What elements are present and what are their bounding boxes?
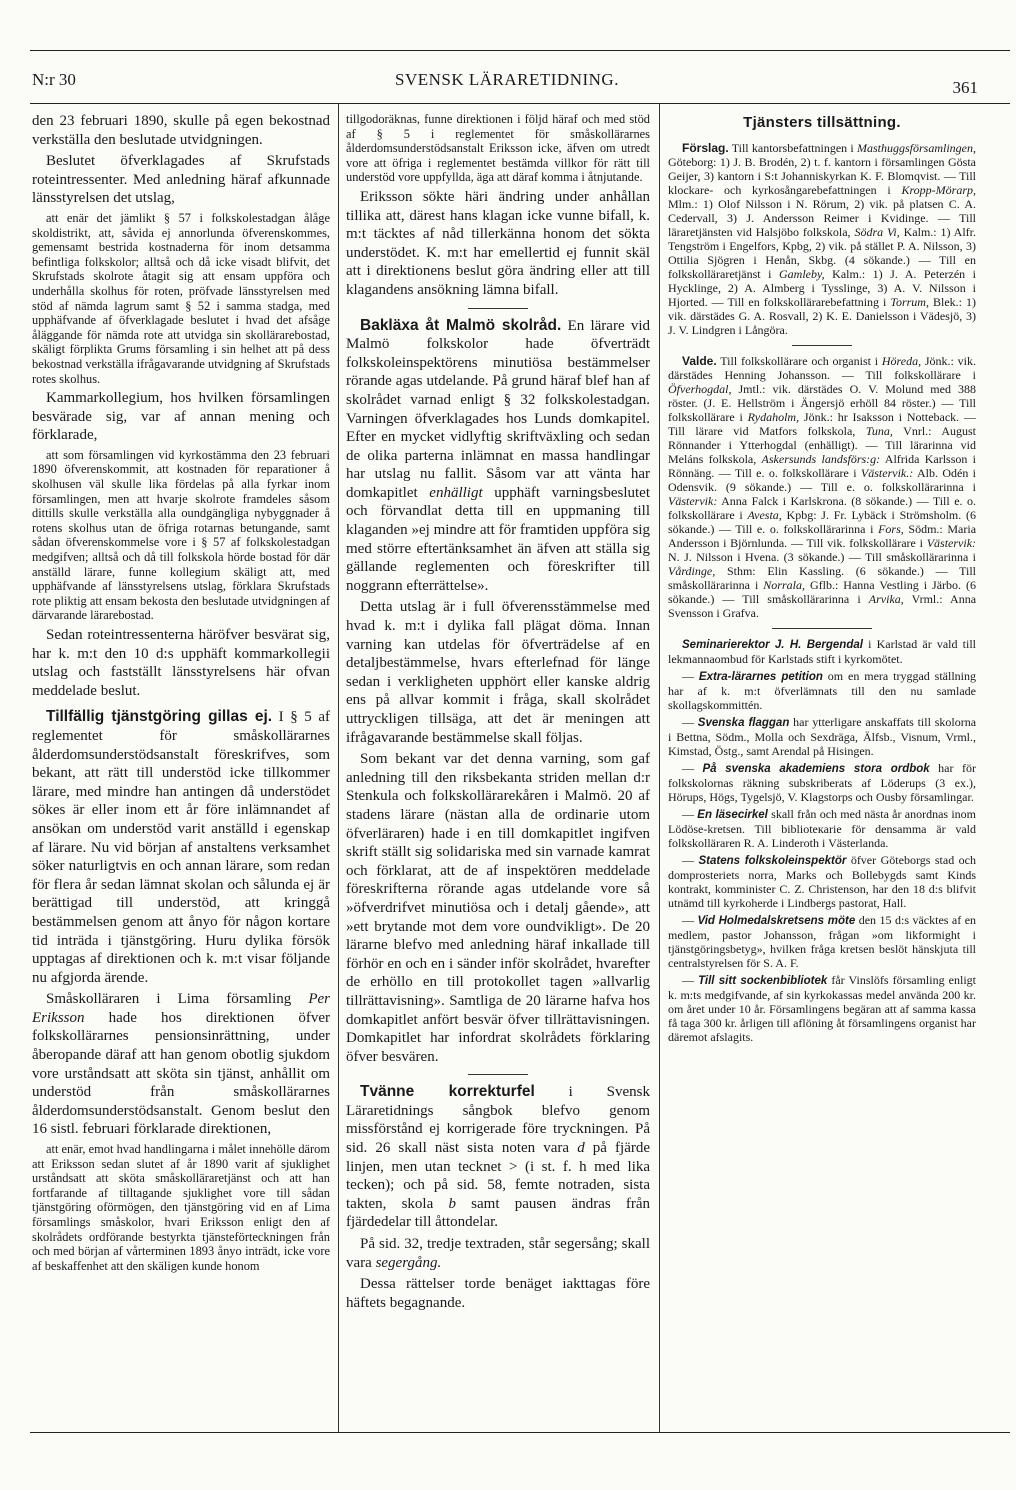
place-name: Höreda, <box>881 354 922 368</box>
text-run: i Svensk Läraretidnings sångbok blefvo genom missförstånd ej korrigerade före tryckningen. På sid. 26 skall näst sista noten vara <box>346 1084 650 1157</box>
text-run: får Vinslöfs församling enligt k. m:ts medgifvande, af sin kyrkokassas medel använda 200 kr. om året under 10 år. Församlingens begäran att af samma kassa få taga 300 kr. årligen till aflöning åt församlingens organist har däremot afslagits. <box>668 973 976 1044</box>
news-item: — Statens folkskoleinspektör öfver Göteborgs stad och domprosteriets norra, Marks och Bollebygds samt Kinds kontrakt, komminister C. Z. Christenson, har den 18 d:s blifvit utnämd till kyrkoherde i Lindbergs pastorat, Hall. <box>668 853 976 910</box>
news-item: — Till sitt sockenbibliotek får Vinslöfs församling enligt k. m:ts medgifvande, af sin kyrkokassas medel använda 200 kr. om året under 10 år. Församlingens begäran att af samma kassa få taga 300 kr. årligen till aflöning åt församlingens organist har däremot afslagits. <box>668 973 976 1044</box>
place-name: Södra Vi, <box>854 225 900 239</box>
note-letter: d <box>577 1140 585 1157</box>
news-item: — Vid Holmedalskretsens möte den 15 d:s väcktes af en medlem, pastor Johansson, frågan »om likformight i tjänstgöringsbetyg», hvilken fråga kretsen beslöt hänskjuta till centralstyrelsen för S. A. F. <box>668 913 976 970</box>
column-2 <box>346 112 650 1428</box>
text-run: Till kantorsbefattningen i <box>731 141 854 155</box>
quoted-ruling: tillgodoräknas, funne direktionen i följd häraf och med stöd af § 5 i reglementet för småskollärarnes ålderdomsunderstödsanstalt Eriksson icke, äfven om utredt vore att öfriga i reglementet bestämda villkor för rätt till understöd vore uppfyllda, äga att däraf komma i åtnjutande. <box>346 112 650 185</box>
news-lead: Statens folkskoleinspektör <box>698 855 847 867</box>
text-run: — Till läraretjänsten vid Halsjöbo folkskola, <box>668 211 976 239</box>
text-run: har ytterligare anskaffats till skolorna i Bettna, Södm., Molla och Sexdräga, Älfsb., Visnum, Vrml., Kimstad, Östg., samt Arendal på Hisingen. <box>668 715 976 758</box>
section-rule <box>792 345 852 346</box>
place-name: Avesta, <box>747 508 782 522</box>
text-run: — Till småskollärarinna i <box>668 564 976 592</box>
text-run: Göteborg: 1) J. B. Brodén, 2) t. f. kantorn i församlingen Gösta Geijer, 3) kantorn i S:t Johanniskyrkan K. F. Blomqvist. <box>668 155 976 183</box>
paragraph: Beslutet öfverklagades af Skrufstads roteintressenter. Med anledning häraf afkunnade länsstyrelsen det utslag, <box>32 153 330 207</box>
text-run: på fjärde linjen, men utan tecknet <box>346 1140 650 1175</box>
quoted-ruling: att som församlingen vid kyrkostämma den 23 februari 1890 öfverenskommit, att kostnaden för reparationer å skolhusen väl skulle lika fördelas på alla fyrkar inom församlingen, men att hvarje skolrote framdeles såsom dittills skulle verkställa alla oundgängliga nybyggnader å rotens skolhus utan de öfriga rotarnas betungande, samt sådan öfverenskommelse vore i § 57 af folkskolestadgan medgifven; alltså och då till folkskola hörde bostad för där anställd lärare, funne kollegium skäligt att, med upphäfvande af länsstyrelsens utslag, förklara Skrufstads rote pliktig att ensam bekosta den beslutade utvidgningen af därvarande lärarebostad. <box>32 447 330 623</box>
paragraph: Kammarkollegium, hos hvilken församlingen besvärade sig, var af annan mening och förklarade, <box>32 390 330 444</box>
publication-title: SVENSK LÄRARETIDNING. <box>395 70 619 89</box>
news-item: — Extra-lärarnes petition om en mera tryggad ställning har af k. m:t öfverlämnats till den nu samlade skollagskommittén. <box>668 669 976 712</box>
place-name: Masthuggsförsamlingen, <box>857 141 976 155</box>
paragraph: Eriksson sökte häri ändring under anhållan tillika att, därest hans klagan icke vunne bifall, k. m:t täcktes af nåd tillerkänna honom det sökta understödet. K. m:t har emellertid ej funnit skäl att i direktionens beslut göra ändring eller att till klagandens ansökning lämna bifall. <box>346 188 650 298</box>
news-item <box>668 637 976 666</box>
text-run: En lärare vid Malmö folkskolor hade öfverträdt folkskoleinspektörens minutiösa bestämmelser rörande agas utdelande. På grund häraf blef han af skolrådet varnad enligt § 32 folkskolestadgan. Varningen öfverklagades hos Lunds domkapitel. Efter en mycket vidlyftig skriftväxling och sedan de olika parterna inlämnat en massa handlingar har utslag nu fallit. Såsom var att vänta har domkapitlet <box>346 317 650 501</box>
text-run: Vrml.: Anna Svensson i Grafva. <box>668 592 976 620</box>
place-name: Västervik.: <box>860 466 914 480</box>
text-run: segergång. <box>375 1254 442 1271</box>
news-lead: På svenska akademiens stora ordbok <box>702 763 930 775</box>
place-name: Öfverhogdal, <box>668 382 732 396</box>
text-run: Blek.: 1) vik. därstädes G. A. Rosvall, 2) K. E. Danielsson i Vädesjö, 3) J. V. Lindgren i Långöra. <box>668 295 976 337</box>
text-run: Alfrida Karlsson i Rönnäng. <box>668 452 976 480</box>
text-run: Vnrl.: August Rönnander i Ytterhogdal (enhälligt). <box>668 424 976 452</box>
text-run: — Till lärarinna vid Meláns folkskola, <box>668 438 976 466</box>
paragraph: den 23 februari 1890, skulle på egen bekostnad verkställa den beslutade utvidgningen. <box>32 113 330 148</box>
article-heading: Bakläxa åt Malmö skolråd. <box>360 316 562 334</box>
text-run: om en mera tryggad ställning har af k. m:t öfverlämnats till den nu samlade skollagskommittén. <box>668 669 976 712</box>
article <box>346 317 650 596</box>
paragraph <box>32 990 330 1139</box>
news-lead: Vid Holmedalskretsens möte <box>697 915 856 927</box>
text-run: Kpbg: J. Fr. Lybäck i Strömsholm. (6 sökande.) <box>668 508 976 536</box>
place-name: Vårdinge, <box>668 564 716 578</box>
text-run: den 15 d:s väcktes af en medlem, pastor Johansson, frågan »om likformight i tjänstgöringsbetyg», hvilken fråga kretsen beslöt hänskjuta till centralstyrelsen för S. A. F. <box>668 913 976 970</box>
text-run: På sid. 32, tredje textraden, står segersång; skall vara <box>346 1236 650 1271</box>
paragraph: Detta utslag är i full öfverensstämmelse med hvad k. m:t i dylika fall plägat döma. Innan varning kan utdelas för öfverträdelse af en detaljbestämmelse, hvars efterlefnad för länge sedan i verkligheten upphört eller kanske aldrig ens på allvar kommit i fråga, skall skolrådet uttryckligen tillsäga, att det är meningen att ifrågavarande bestämmelse skall följas. <box>346 599 650 746</box>
article-heading: Tvänne korrekturfel <box>360 1083 535 1101</box>
text-run: skall från och med nästa år anordnas inom Lödöse-kretsen. Till biblioteкarie för densamma är vald folkskolläraren R. A. Linderoth i Västerlanda. <box>668 807 976 850</box>
text-run: öfver Göteborgs stad och domprosteriets norra, Marks och Bollebygds samt Kinds kontrakt, komminister C. Z. Christenson, har den 18 d:s blifvit utnämd till kyrkoherde i Lindbergs pastorat, Hall. <box>668 853 976 910</box>
place-name: Västervik: <box>926 536 976 550</box>
person-name: Per Eriksson <box>32 991 330 1026</box>
issue-number: N:r 30 <box>32 70 76 89</box>
text-run: N. J. Nilsson i Hvena. (3 sökande.) <box>668 550 845 564</box>
text-run: Småskolläraren i Lima församling <box>46 991 292 1008</box>
column-3 <box>668 112 976 1428</box>
place-name: Västervik: <box>668 494 718 508</box>
section-label: Förslag. <box>682 141 729 155</box>
article-text: I § 5 af reglementet för småskollärarnes ålderdomsunderstödsanstalt föreskrifves, som bekant, att rätt till understöd icke tillkommer lärare, med mindre han antingen då understödet sökes är eller inom ett år före inlämnandet af ansökan om understöd varit anställd i egenskap af lärare. Nu vid början af anstaltens verksamhet söker naturligtvis en och annan lärare, som redan för flera år sedan lämnat skolan och sålunda ej är berättigad till understöd, att kringgå bestämmelsen genom att ånyo för någon kortare tid inträda i tjänstgöring. Huru dylika försök upptagas af direktionen och k. m:t visar följande nu afgjorda ärende. <box>32 709 330 986</box>
text-run: Jönk.: vik. därstädes Henning Johansson. <box>668 354 976 382</box>
paragraph: Dessa rättelser torde benäget iakttagas före häftets begagnande. <box>346 1276 650 1311</box>
place-name: Tuna, <box>865 424 893 438</box>
quoted-ruling: att enär det jämlikt § 57 i folkskolestadgan ålåge skoldistrikt, att, såvida ej annorlunda öfverenskommes, gemensamt bestrida kostnaderna för inom detsamma befintliga folkskolor; alltså och då icke visadt blifvit, det Skrufstads skolrote åtagit sig att ensam uppföra och underhålla skolhus för roten, pröfvade länsstyrelsen med stöd af nämda lagrum samt § 52 i samma stadga, med upphäfvande af öfverklagade beslutet i hvad det afsåge åläggande för nämda rote att utvidga sin skollärarebostad, skäligt förplikta Grums församling i sin helhet att på dess bekostnad verkställa ifrågavarande utvidgning af Skrufstads rotes skolhus. <box>32 210 330 386</box>
top-rule <box>30 50 1010 51</box>
text-run: Gflb.: Hanna Vestling i Järbo. (6 sökande.) <box>668 578 976 606</box>
text-run: Kalm.: 1) J. A. Peterzén i Hycklinge, 2) A. Almberg i Tysslinge, 3) A. V. Nilsson i Hjorted. <box>668 267 976 309</box>
page-number: 361 <box>952 78 978 97</box>
column-1 <box>32 112 330 1428</box>
text-run: enhälligt <box>429 484 483 501</box>
quoted-ruling: att enär, emot hvad handlingarna i målet innehölle därom att Eriksson sedan slutet af år 1890 varit af sjuklighet urståndsatt att sköta småskolläraretjänst och att han fortfarande af tilltagande sjuklighet vore till sådan tjänstgöring oförmögen, den tjänstgöring vid en af Lima församlings småskolor, hvari Eriksson enligt den af skolrådets ordförande bestyrkta tjänsteförteckningen från och med början af vårterminen 1893 ånyo inträdt, icke vore af beskaffenhet att den skäligen kunde honom <box>32 1142 330 1273</box>
section-rule <box>468 308 528 309</box>
news-lead: Svenska flaggan <box>697 717 790 729</box>
text-run: — Till en folkskolläraretjänst i <box>668 253 976 281</box>
appointments-proposals <box>668 141 976 337</box>
text-run: har för folkskolornas räkning subskriberats af Löderups (3 ex.), Hörups, Högs, Tygelsjö, V. Klagstorps och Ousby församlingar. <box>668 761 976 804</box>
note-letter: b <box>448 1195 456 1212</box>
text-run: — Till småskollärarinna i <box>722 592 861 606</box>
article <box>346 1083 650 1232</box>
text-run: upphäft varningsbeslutet och förvandlat detta till en uppmaning till klaganden »ej mindre att för framtiden uppföra sig med större eftertänksamhet än äfven att ställa sig gällande reglementen och föreskrifter till noggrann efterrättelse». <box>346 484 650 594</box>
place-name: Kropp-Mörarp, <box>901 183 976 197</box>
text-run: — Till folkskollärare i <box>668 396 976 424</box>
section-rule <box>772 628 872 629</box>
paragraph <box>346 1235 650 1272</box>
article-heading: Tillfällig tjänstgöring gillas ej. <box>46 708 273 726</box>
text-run: Mlm.: 1) Olof Nilsson i N. Rörum, 2) vik. på platsen C. A. Cedervall, 3) J. Andersson Reimer i Kvidinge. <box>668 197 976 225</box>
news-lead: Seminarierektor J. H. Bergendal <box>682 639 863 651</box>
bottom-rule <box>30 1432 1010 1433</box>
section-rule <box>468 1074 528 1075</box>
paragraph: Som bekant var det denna varning, som gaf anledning till den riksbekanta striden mellan d:r Stenkula och folkskollärarekåren i Malmö. 20 af stadens lärare (nästan alla de ordinarie utom öfverläraren) hade i en till domkapitlet ingifven skrift ställt sig solidariska med sin varnade kamrat och förklarat, att de af inspektören meddelade föreskrifterna rörande agas utdelande vore så »öfverdrifvet minutiösa och i detalj gående», att »ett brytande mot dem vore oundvikligt». De 20 lärarne blefvo med anledning häraf inkallade till förhör en och en i sänder inför skolrådet, hvarefter de erhöllo en till protokollet tagen »allvarlig tillrättavisning». Samtliga de 20 lärarne hafva hos domkapitlet anfört besvär öfver tillrättavisningen. Domkapitlet har infordrat skolrådets förklaring öfver besvären. <box>346 751 650 1065</box>
text-run: — Till lärare vid Matfors folkskola, <box>668 410 976 438</box>
text-run: Kalm.: 1) Alfr. Tengström i Engelfors, Kpbg, 2) vik. på stället P. A. Nilsson, 3) Ottilia Sjögren i Henån, Skbg. (4 sökande.) <box>668 225 976 267</box>
place-name: Rydaholm, <box>747 410 800 424</box>
page-header <box>32 56 982 96</box>
section-label: Valde. <box>682 354 717 368</box>
column-divider <box>338 104 339 1432</box>
appointments-elected <box>668 354 976 620</box>
text-run: — Till en folkskollärarebefattning i <box>711 295 887 309</box>
text-run: Södm.: Maria Andersson i Björnlunda. <box>668 522 976 550</box>
text-run: — Till klockare- och kyrkosångarebefattningen i <box>668 169 976 197</box>
place-name: Norrala, <box>763 578 805 592</box>
text-run: Anna Falck i Karlskrona. (8 sökande.) <box>721 494 913 508</box>
place-name: Arvika, <box>868 592 904 606</box>
text-run: — Till vik. folkskollärare i <box>790 536 923 550</box>
text-run: — Till e. o. folkskollärarinna i <box>800 480 976 494</box>
column-divider <box>659 104 660 1432</box>
text-run: samt pausen ändras från fjärdedelar till åttondelar. <box>346 1195 650 1231</box>
sign-symbol: > <box>508 1158 518 1175</box>
news-item: — Svenska flaggan har ytterligare anskaffats till skolorna i Bettna, Södm., Molla och Sexdräga, Älfsb., Visnum, Vrml., Kimstad, Östg., samt Arendal på Hisingen. <box>668 715 976 758</box>
paragraph: Sedan roteintressenterna häröfver besvärat sig, har k. m:t den 10 d:s upphäft kommarkollegii utslag och fastställt länsstyrelsens här ofvan meddelade beslut. <box>32 627 330 699</box>
place-name: Torrum, <box>890 295 929 309</box>
text-run: Alb. Odén i Odensvik. (9 sökande.) <box>668 466 976 494</box>
text-run: — Till e. o. folkskollärare i <box>668 494 976 522</box>
place-name: Gamleby, <box>779 267 825 281</box>
text-run: Sthm: Elin Kassling. (6 sökande.) <box>726 564 924 578</box>
section-title: Tjänsters tillsättning. <box>743 114 901 131</box>
news-item: — En läsecirkel skall från och med nästa år anordnas inom Lödöse-kretsen. Till biblioteкarie för densamma är vald folkskolläraren R. A. Linderoth i Västerlanda. <box>668 807 976 850</box>
text-run: i Karlstad är vald till lekmannaombud för Karlstads stift i kyrkomötet. <box>668 637 976 666</box>
text-run: Jönk.: hr Isaksson i Notteback. <box>803 410 960 424</box>
text-run: — Till folkskollärare i <box>841 368 976 382</box>
text-run: (i st. f. h med lika tecken); och på sid. 58, femte notraden, sista takten, skola <box>346 1158 650 1212</box>
place-name: Fors, <box>878 522 904 536</box>
place-name: Askersunds landsförs:g: <box>761 452 881 466</box>
text-run: — Till småskollärarinna i <box>848 550 976 564</box>
text-run: Till folkskollärare och organist i <box>720 354 879 368</box>
text-run: — Till e. o. folkskollärare i <box>718 466 857 480</box>
text-run: Jmtl.: vik. därstädes O. V. Molund med 388 röster. (J. E. Hellström i Ängersjö erhöll 84 röster.) <box>668 382 976 410</box>
article <box>32 708 330 987</box>
header-rule <box>30 103 1010 104</box>
news-lead: Till sitt sockenbibliotek <box>698 975 828 987</box>
news-item: — På svenska akademiens stora ordbok har för folkskolornas räkning subskriberats af Löderups (3 ex.), Hörups, Högs, Tygelsjö, V. Klagstorps och Ousby församlingar. <box>668 761 976 804</box>
news-lead: Extra-lärarnes petition <box>698 671 823 683</box>
news-lead: En läsecirkel <box>697 809 768 821</box>
text-run: hade hos direktionen öfver folkskollärarnes pensionsinrättning, under åberopande däraf att han genom obotlig sjukdom vore urståndsatt att sköta sin tjänst, anhållit om understöd från småskollärarnes ålderdomsunderstödsanstalt. Genom beslut den 16 sistl. februari förklarade direktionen, <box>32 1009 330 1138</box>
text-run: — Till e. o. folkskollärarinna i <box>718 522 874 536</box>
